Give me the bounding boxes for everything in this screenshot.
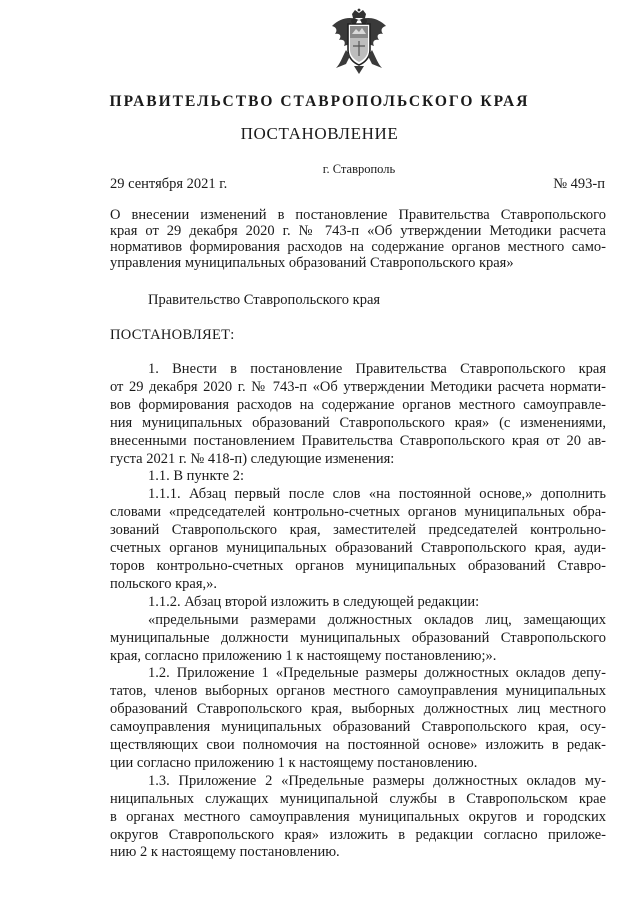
issue-city: г. Ставрополь: [322, 162, 396, 176]
body-line: нию 2 к настоящему постановлению.: [110, 844, 340, 861]
body-line: счетных органов муниципальных образований Ставропольского края, ауди-: [110, 540, 606, 557]
document-date: 29 сентября 2021 г.: [110, 176, 228, 192]
government-name: ПРАВИТЕЛЬСТВО СТАВРОПОЛЬСКОГО КРАЯ: [109, 93, 530, 110]
body-line: 1.3. Приложение 2 «Предельные размеры должностных окладов му-: [148, 772, 606, 789]
body-line: внесенными постановлением Правительства Ставропольского края от 20 ав-: [110, 432, 606, 449]
body-line: вов формирования расходов на содержание органов местного самоуправле-: [110, 396, 606, 413]
body-line: муниципальные должности муниципальных образований Ставропольского: [110, 629, 606, 646]
stavropol-coat-of-arms-icon: [326, 8, 392, 78]
subject-line: края от 29 декабря 2020 г. № 743-п «Об утверждении Методики расчета: [110, 223, 606, 239]
body-line: ниципальных служащих муниципальной службы в Ставропольском крае: [110, 790, 606, 807]
body-line: густа 2021 г. № 418-п) следующие изменения:: [110, 450, 395, 467]
body-line: ции согласно приложению 1 к настоящему постановлению.: [110, 754, 478, 771]
document-subject: [110, 207, 606, 271]
body-line: края, согласно приложению 1 к настоящему постановлению;».: [110, 647, 497, 664]
body-line: в органах местного самоуправления муниципальных округов и городских: [110, 808, 606, 825]
body-line: торов контрольно-счетных органов муниципальных образований Ставро-: [110, 557, 606, 574]
document-body: [110, 361, 606, 862]
body-line: ществляющих свои полномочия на постоянной основе» изложить в редак-: [110, 737, 606, 754]
resolves-heading: ПОСТАНОВЛЯЕТ:: [110, 327, 235, 343]
body-line: самоуправления муниципальных образований Ставропольского края, осу-: [110, 719, 606, 736]
body-line: 1.1.2. Абзац второй изложить в следующей редакции:: [148, 593, 480, 610]
body-line: округов Ставропольского края» изложить в редакции согласно приложе-: [110, 826, 606, 843]
body-line: «предельными размерами должностных окладов лиц, замещающих: [148, 611, 606, 628]
document-number: № 493-п: [553, 176, 605, 192]
body-line: польского края,».: [110, 575, 218, 592]
body-line: 1.1. В пункте 2:: [148, 468, 244, 485]
body-line: образований Ставропольского края, выборных должностных лиц местного: [110, 701, 606, 718]
body-line: от 29 декабря 2020 г. № 743-п «Об утверждении Методики расчета нормати-: [110, 378, 606, 395]
body-line: 1.1.1. Абзац первый после слов «на постоянной основе,» дополнить: [148, 486, 606, 503]
document-type: ПОСТАНОВЛЕНИЕ: [240, 124, 399, 143]
body-line: 1.2. Приложение 1 «Предельные размеры должностных окладов депу-: [148, 665, 606, 682]
preamble: Правительство Ставропольского края: [148, 292, 381, 308]
body-line: 1. Внести в постановление Правительства Ставропольского края: [148, 361, 606, 377]
body-line: словами «председателей контрольно-счетных органов муниципальных обра-: [110, 504, 606, 521]
body-line: ния муниципальных образований Ставропольского края» (с изменениями,: [110, 414, 606, 431]
subject-line: О внесении изменений в постановление Правительства Ставропольского: [110, 207, 606, 223]
subject-line: нормативов формирования расходов на содержание органов местного само-: [110, 239, 606, 255]
body-line: татов, членов выборных органов местного самоуправления муниципальных: [110, 683, 606, 700]
body-line: зований Ставропольского края, заместителей председателей контрольно-: [110, 522, 606, 539]
subject-line: управления муниципальных образований Ставропольского края»: [110, 255, 514, 271]
